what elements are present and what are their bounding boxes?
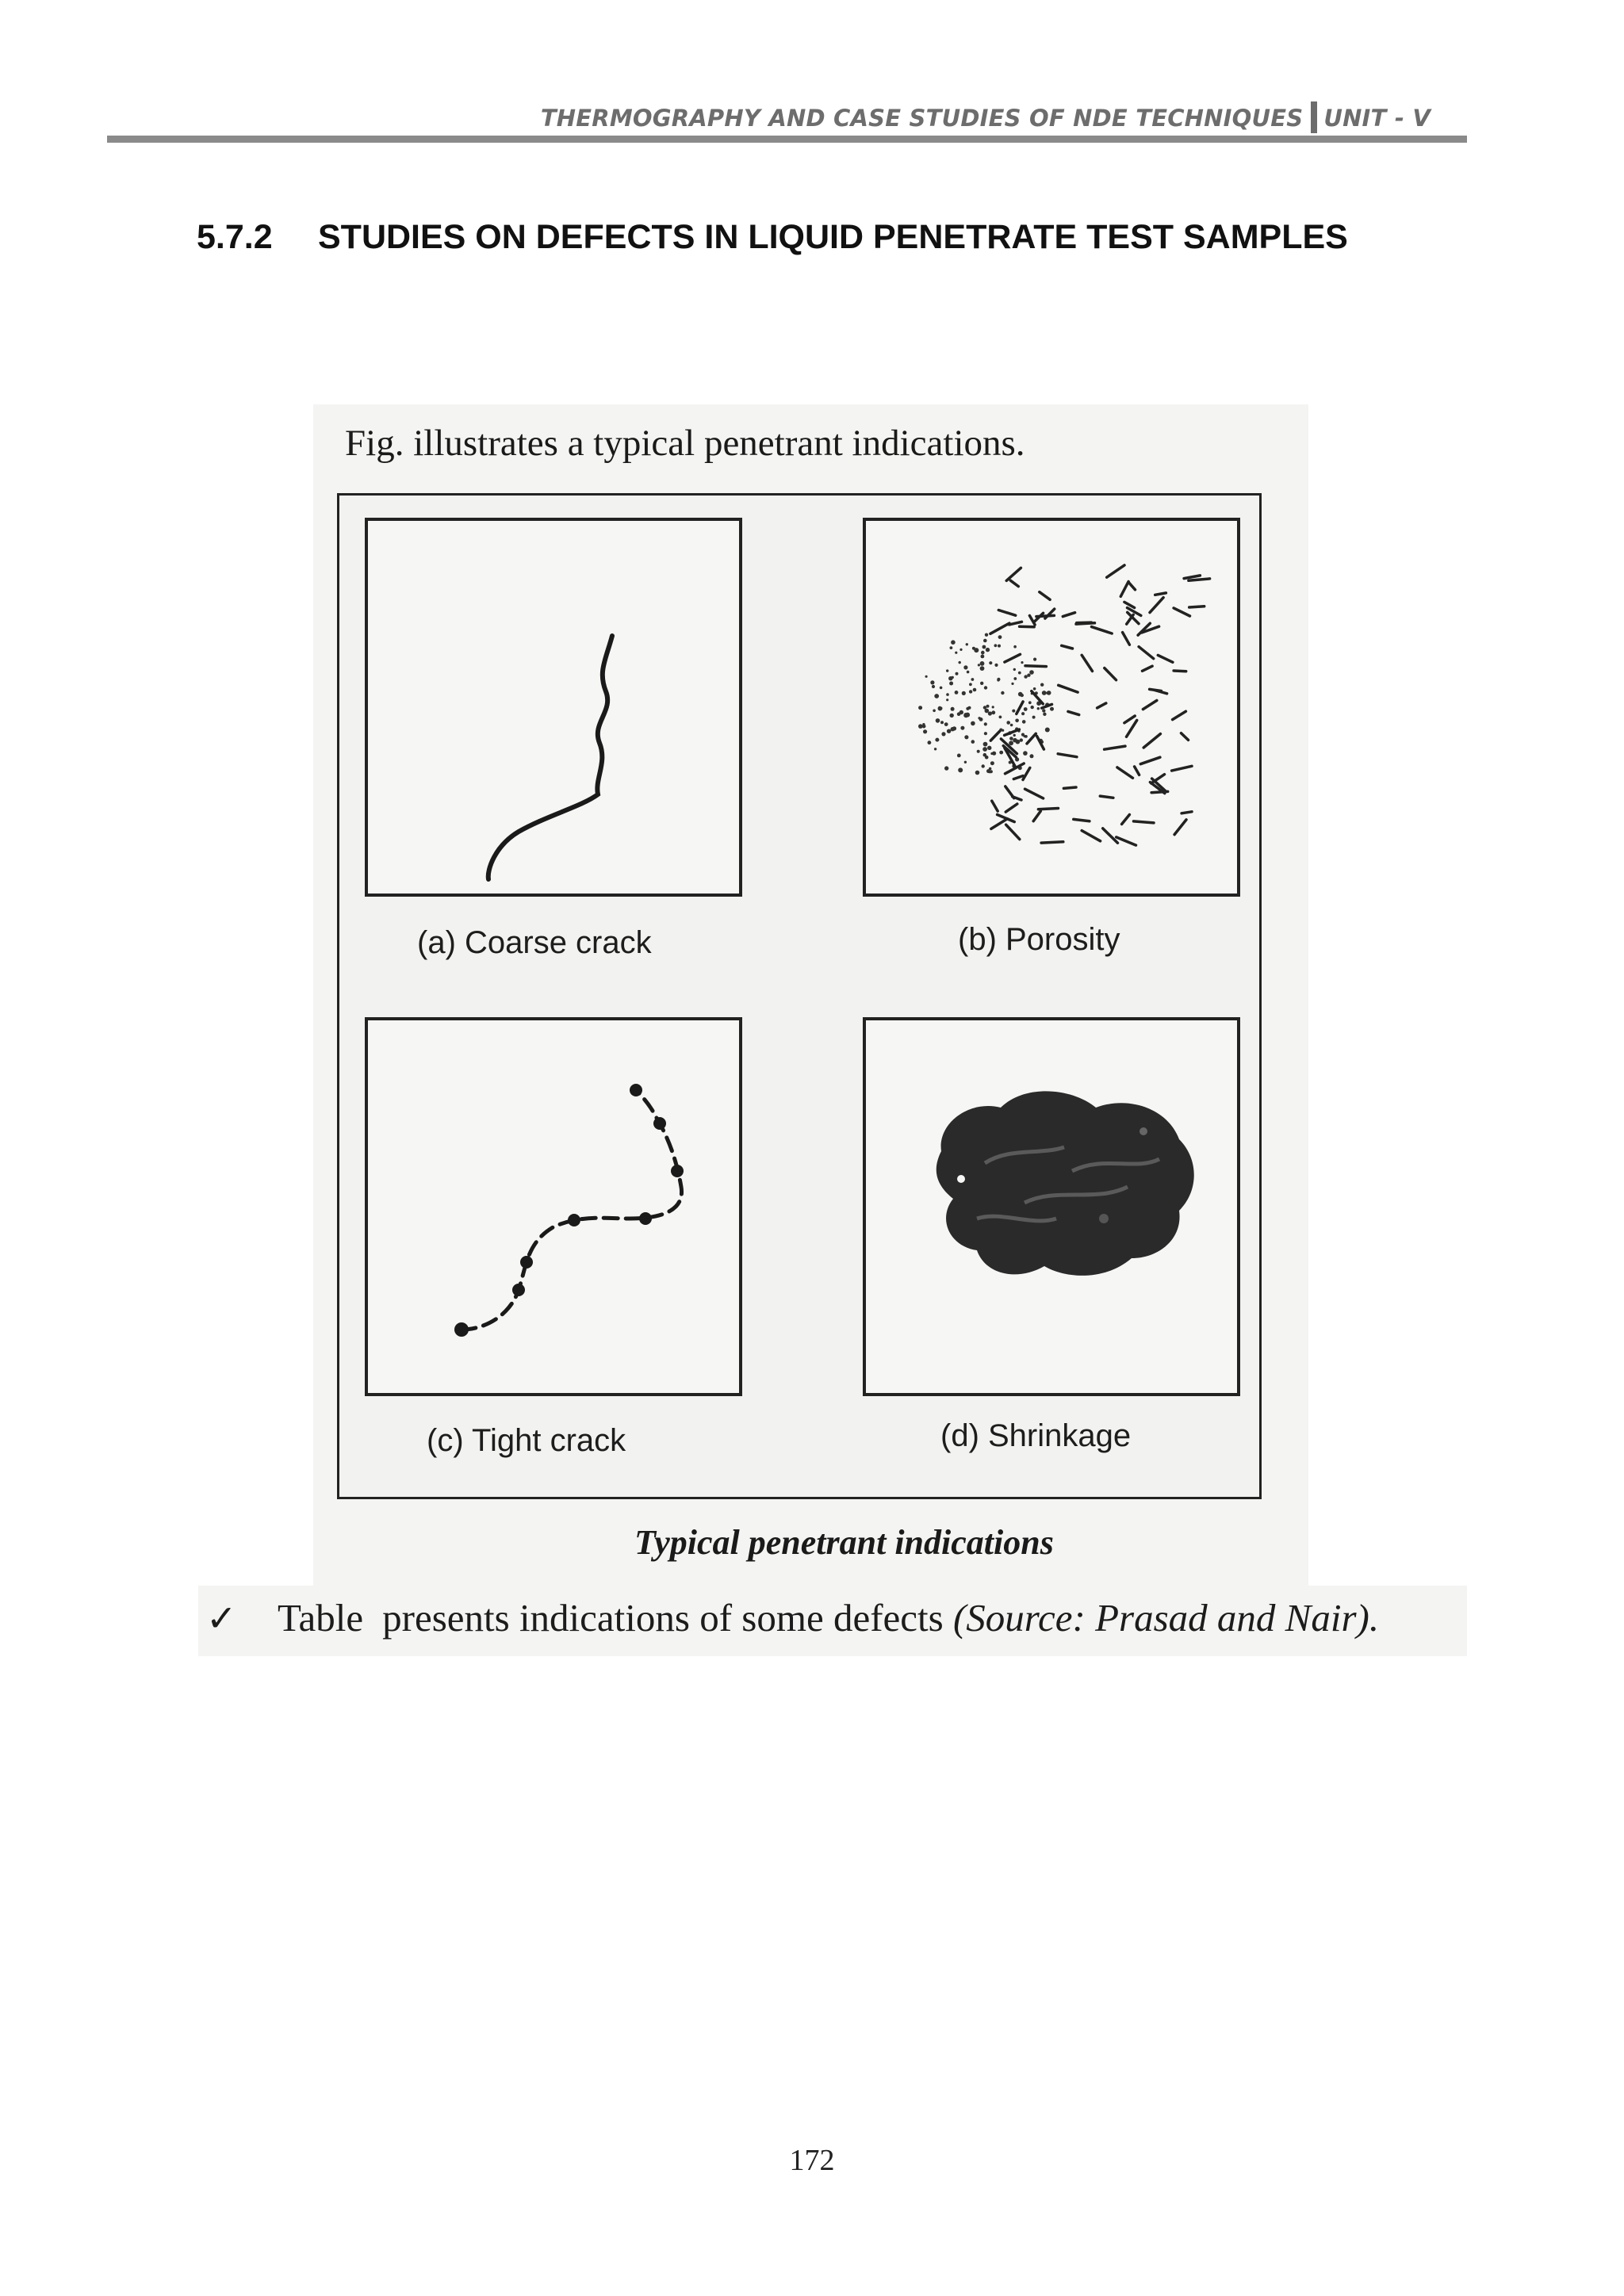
porosity-dot <box>999 716 1002 719</box>
porosity-dot <box>928 740 932 744</box>
porosity-dot <box>934 748 936 750</box>
porosity-dot <box>983 639 987 643</box>
porosity-dot <box>957 754 961 758</box>
porosity-dash <box>1174 671 1186 672</box>
porosity-dot <box>966 643 968 645</box>
porosity-dot <box>949 682 953 686</box>
porosity-dot <box>964 761 967 763</box>
porosity-dot <box>1024 707 1028 711</box>
porosity-dot <box>1018 672 1021 675</box>
porosity-dot <box>990 752 993 755</box>
porosity-dot <box>985 633 988 637</box>
porosity-dash <box>1010 580 1018 586</box>
porosity-dot <box>1043 713 1046 716</box>
porosity-dot <box>981 655 985 659</box>
porosity-dot <box>1050 707 1054 711</box>
porosity-dot <box>971 678 975 681</box>
porosity-dash <box>990 623 1009 633</box>
header-text <box>541 101 1431 133</box>
porosity-dash <box>1040 592 1050 600</box>
porosity-dash <box>991 819 1007 829</box>
porosity-dash <box>1033 811 1040 821</box>
porosity-dot <box>990 761 994 765</box>
porosity-dot <box>957 712 961 716</box>
porosity-dot <box>1022 720 1026 724</box>
coarse-crack-icon <box>368 521 739 894</box>
porosity-dot <box>1024 735 1026 737</box>
porosity-dot <box>983 742 988 747</box>
porosity-dash <box>1173 711 1186 719</box>
porosity-dash <box>1127 721 1137 737</box>
porosity-dot <box>975 771 980 775</box>
porosity-dash <box>1143 701 1156 710</box>
panel-label-porosity: (b) Porosity <box>958 922 1120 957</box>
header-title: THERMOGRAPHY AND CASE STUDIES OF NDE TECHNIQUES <box>540 105 1304 132</box>
porosity-dot <box>1028 701 1032 704</box>
porosity-dot <box>1031 706 1034 709</box>
porosity-dot <box>960 726 964 730</box>
porosity-dash <box>1107 565 1124 577</box>
porosity-dash <box>1082 655 1092 671</box>
porosity-dot <box>1042 691 1047 695</box>
porosity-dot <box>991 710 995 714</box>
porosity-dash <box>1174 820 1186 835</box>
panel-label-shrinkage: (d) Shrinkage <box>940 1418 1132 1453</box>
porosity-dash <box>1005 729 1020 735</box>
porosity-dot <box>982 764 985 767</box>
porosity-dot <box>946 698 948 701</box>
porosity-dash <box>1023 767 1030 779</box>
porosity-dash <box>1124 716 1135 723</box>
porosity-dash <box>1062 645 1073 649</box>
porosity-dot <box>941 732 945 736</box>
porosity-dot <box>1029 670 1034 675</box>
porosity-dash <box>1143 734 1160 748</box>
section-number: 5.7.2 <box>197 218 273 256</box>
tight-crack-icon <box>368 1020 739 1393</box>
porosity-dot <box>1011 683 1013 685</box>
porosity-dash <box>1097 703 1106 708</box>
porosity-dot <box>963 665 967 669</box>
porosity-dash <box>992 801 998 811</box>
porosity-dot <box>966 707 969 710</box>
porosity-dot <box>999 751 1003 755</box>
porosity-dot <box>1042 709 1045 712</box>
porosity-dot <box>980 666 985 671</box>
figure-intro: Fig. illustrates a typical penetrant indications. <box>345 423 1025 464</box>
porosity-dot <box>980 661 985 666</box>
porosity-dash <box>1041 842 1063 843</box>
porosity-dot <box>1040 683 1044 687</box>
porosity-dash <box>1009 622 1022 625</box>
porosity-dot <box>980 682 983 685</box>
porosity-dash <box>1172 766 1192 771</box>
porosity-dot <box>936 718 940 723</box>
porosity-dash <box>1155 691 1167 694</box>
porosity-dash <box>1092 627 1113 633</box>
porosity-dot <box>1018 692 1023 697</box>
panel-shrinkage <box>863 1017 1240 1396</box>
porosity-dot <box>1046 691 1049 695</box>
porosity-dash <box>1116 837 1136 845</box>
porosity-dash <box>1100 796 1113 798</box>
porosity-dot <box>998 635 1002 639</box>
porosity-dash <box>1058 754 1077 757</box>
porosity-dot <box>1013 734 1016 737</box>
porosity-dot <box>983 753 987 757</box>
porosity-dash <box>1105 746 1125 749</box>
porosity-dash <box>1182 812 1192 813</box>
porosity-dash <box>1076 623 1095 624</box>
porosity-dash <box>1017 702 1023 714</box>
porosity-dash <box>1063 787 1076 788</box>
porosity-dot <box>947 729 951 733</box>
porosity-dash <box>1184 576 1200 579</box>
porosity-dash <box>1103 828 1118 843</box>
porosity-dot <box>959 661 961 664</box>
porosity-dot <box>1027 674 1030 677</box>
porosity-dash <box>1143 666 1153 671</box>
porosity-dot <box>956 672 959 675</box>
porosity-dot <box>986 648 990 652</box>
porosity-dash <box>1122 815 1130 825</box>
porosity-dot <box>978 664 980 666</box>
porosity-dot <box>1032 716 1036 719</box>
porosity-dot <box>982 747 987 752</box>
porosity-dot <box>955 652 957 654</box>
porosity-dot <box>930 680 934 684</box>
porosity-dot <box>944 722 948 726</box>
porosity-dot <box>950 714 954 718</box>
porosity-dot <box>951 727 955 731</box>
porosity-dash <box>1105 668 1116 680</box>
table-note-source: (Source: Prasad and Nair). <box>952 1596 1380 1640</box>
porosity-dot <box>940 687 943 690</box>
porosity-dash <box>1005 804 1017 812</box>
porosity-dot <box>1037 707 1040 710</box>
porosity-dot <box>986 769 990 773</box>
porosity-dash <box>1006 568 1021 580</box>
porosity-dot <box>964 735 968 739</box>
porosity-dot <box>973 688 977 692</box>
porosity-dash <box>1123 633 1130 645</box>
porosity-dot <box>934 694 939 698</box>
porosity-dot <box>1006 721 1010 725</box>
porosity-dot <box>1023 751 1028 756</box>
porosity-dash <box>1124 602 1135 607</box>
porosity-dash <box>998 610 1015 616</box>
porosity-dot <box>1009 740 1013 745</box>
porosity-dot <box>958 767 963 772</box>
porosity-dot <box>940 721 944 724</box>
porosity-dot <box>951 707 955 711</box>
porosity-dot <box>984 732 987 735</box>
porosity-dash <box>1082 831 1100 841</box>
panel-label-coarse-crack: (a) Coarse crack <box>417 925 652 960</box>
porosity-dot <box>1021 712 1025 715</box>
porosity-dot <box>1009 737 1013 740</box>
table-reference: Table <box>278 1596 364 1640</box>
porosity-dash <box>1158 655 1173 662</box>
porosity-dot <box>998 645 1001 648</box>
porosity-dot <box>989 661 992 664</box>
porosity-dash <box>1182 733 1189 740</box>
porosity-dot <box>1020 738 1023 741</box>
porosity-dot <box>969 690 972 693</box>
panel-coarse-crack <box>365 518 742 897</box>
panel-tight-crack <box>365 1017 742 1396</box>
porosity-dash <box>1006 825 1020 839</box>
porosity-dash <box>1139 647 1154 659</box>
porosity-dot <box>923 729 927 733</box>
porosity-dash <box>1027 733 1036 744</box>
porosity-dash <box>1135 767 1139 775</box>
porosity-dot <box>938 706 942 710</box>
porosity-dash <box>1128 582 1135 590</box>
porosity-dot <box>969 683 972 686</box>
porosity-dot <box>944 766 948 770</box>
porosity-dot <box>1013 645 1017 649</box>
porosity-dot <box>952 676 954 679</box>
page-header <box>107 95 1467 143</box>
porosity-dash <box>1117 767 1133 778</box>
porosity-dash <box>1134 821 1155 823</box>
porosity-dot <box>1024 675 1027 678</box>
porosity-dot <box>950 646 953 649</box>
porosity-dot <box>983 706 986 709</box>
porosity-dot <box>978 717 980 719</box>
porosity-dash <box>1120 582 1128 597</box>
porosity-dot <box>971 740 975 744</box>
table-note <box>198 1586 1467 1656</box>
porosity-dot <box>1015 719 1019 723</box>
porosity-dot <box>962 691 966 695</box>
porosity-dash <box>1150 598 1163 613</box>
porosity-dash <box>1025 666 1046 667</box>
porosity-dot <box>986 705 990 708</box>
porosity-dot <box>1001 691 1004 695</box>
porosity-dot <box>994 664 998 667</box>
panel-label-tight-crack: (c) Tight crack <box>427 1423 626 1458</box>
porosity-dot <box>997 678 1000 681</box>
porosity-dot <box>971 721 975 726</box>
porosity-dash <box>1013 776 1023 779</box>
porosity-dash <box>1140 757 1160 764</box>
porosity-icon <box>866 521 1237 894</box>
table-note-text: presents indications of some defects <box>382 1596 944 1640</box>
porosity-dot <box>981 651 985 655</box>
porosity-dot <box>935 738 939 742</box>
porosity-dash <box>1036 615 1055 616</box>
porosity-dot <box>977 750 980 753</box>
porosity-dot <box>984 722 987 725</box>
page-number: 172 <box>789 2144 835 2177</box>
porosity-dot <box>959 649 962 651</box>
header-separator <box>1311 101 1317 133</box>
porosity-dot <box>932 685 935 688</box>
porosity-dot <box>925 675 928 678</box>
porosity-dash <box>1068 711 1079 714</box>
porosity-dot <box>967 671 970 674</box>
porosity-dot <box>951 640 956 645</box>
porosity-dot <box>1012 710 1015 713</box>
porosity-dot <box>965 713 970 718</box>
porosity-dash <box>990 732 999 741</box>
porosity-dot <box>1013 668 1016 671</box>
porosity-dot <box>922 723 925 725</box>
section-title: STUDIES ON DEFECTS IN LIQUID PENETRATE TEST SAMPLES <box>318 218 1348 256</box>
porosity-dot <box>946 693 949 696</box>
porosity-dot <box>992 706 994 708</box>
porosity-dot <box>994 644 998 647</box>
porosity-dash <box>1005 786 1014 798</box>
porosity-dot <box>1010 724 1013 727</box>
porosity-dot <box>988 711 992 715</box>
porosity-dot <box>1030 754 1034 758</box>
porosity-dot <box>988 747 991 750</box>
porosity-dot <box>955 691 959 695</box>
figure-caption: Typical penetrant indications <box>634 1523 1054 1562</box>
porosity-dash <box>1025 789 1044 798</box>
header-rule <box>107 136 1467 143</box>
porosity-dash <box>1174 608 1189 616</box>
porosity-dot <box>1013 738 1017 743</box>
porosity-dash <box>1189 579 1210 580</box>
porosity-dot <box>1033 687 1036 691</box>
panel-porosity <box>863 518 1240 897</box>
porosity-dot <box>918 706 922 710</box>
porosity-dot <box>1021 661 1023 664</box>
porosity-dot <box>1045 728 1050 733</box>
porosity-dash <box>1063 613 1074 617</box>
header-unit: UNIT - V <box>1323 105 1431 132</box>
check-icon: ✓ <box>206 1598 237 1639</box>
porosity-dot <box>918 724 923 729</box>
porosity-dot <box>982 645 986 649</box>
porosity-dash <box>1059 685 1078 692</box>
porosity-dot <box>1033 658 1036 661</box>
scanned-figure <box>313 404 1308 1586</box>
porosity-dot <box>984 686 987 689</box>
shrinkage-icon <box>866 1020 1237 1393</box>
porosity-dot <box>974 648 979 652</box>
porosity-dot <box>1013 677 1017 680</box>
porosity-dash <box>1005 654 1021 662</box>
porosity-dot <box>933 710 936 713</box>
figure-frame <box>337 493 1262 1499</box>
porosity-dash <box>1074 819 1090 821</box>
porosity-dash <box>1155 593 1166 595</box>
porosity-dot <box>946 669 948 672</box>
